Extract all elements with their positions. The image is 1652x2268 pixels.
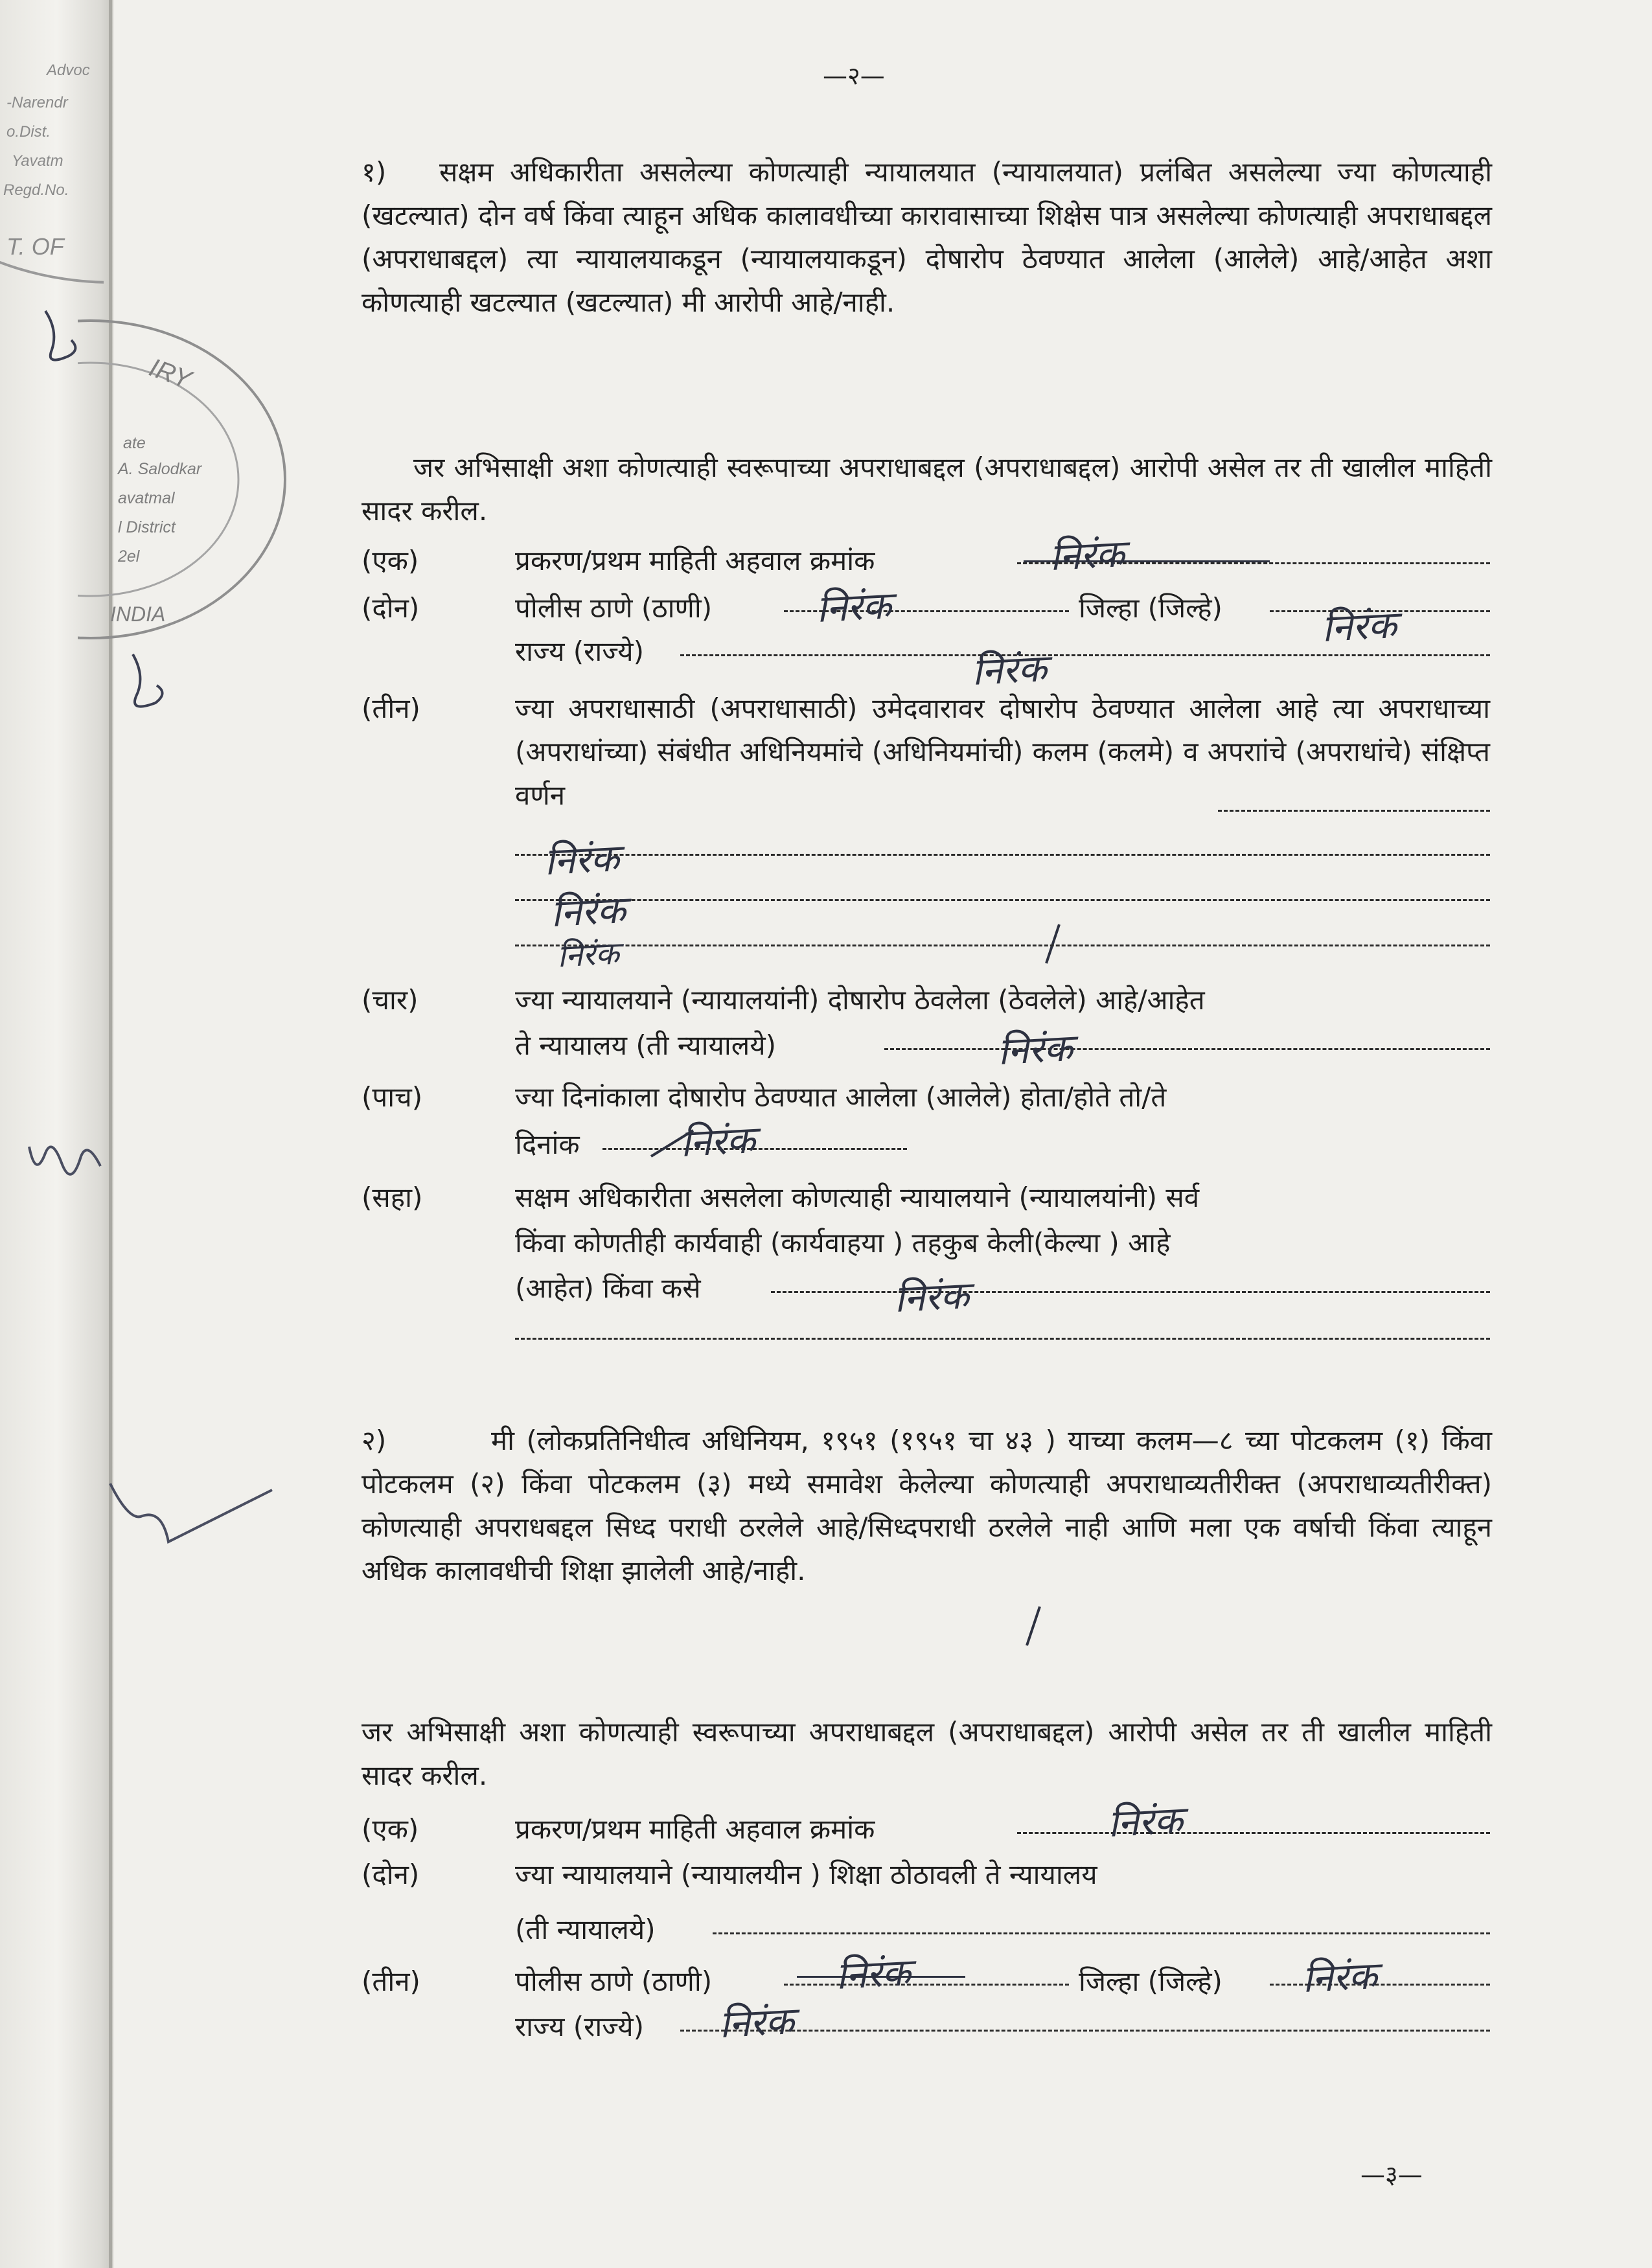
- margin-pen-stroke: [104, 1471, 279, 1574]
- s1-item-3-blank: [1218, 810, 1490, 812]
- strike-mark: [648, 1127, 700, 1160]
- section-2-text: मी (लोकप्रतिनिधीत्व अधिनियम, १९५१ (१९५१ चा ४३ ) याच्या कलम—८ च्या पोटकलम (१) किंवा पोटकलम (२) किंवा पोटकलम (३) मध्ये समावेश केलेल्या कोणत्याही अपराधाव्यतीरीक्त (अपराधाव्यतीरीक्त) कोणत्याही अपराधबद्दल सिध्द पराधी ठरलेले आहे/सिध्दपराधी ठरलेले नाही आणि मला एक वर्षाची किंवा त्याहून अधिक कालावधीची शिक्षा झालेली आहे/नाही.: [361, 1425, 1492, 1586]
- handwritten-nil: निरंक: [1107, 1798, 1184, 1846]
- s1-item-3-label: (तीन): [361, 693, 420, 724]
- stamp-text: o.Dist.: [6, 123, 51, 141]
- handwritten-nil: निरंक: [679, 1117, 757, 1165]
- strike-mark: [1040, 921, 1066, 967]
- s2-item-2-blank: [713, 1932, 1490, 1934]
- s2-item-1-label: (एक): [361, 1813, 419, 1845]
- s2-item-3-blank: [784, 1984, 1069, 1986]
- handwritten-underline: [1024, 560, 1270, 562]
- s1-item-1-text: प्रकरण/प्रथम माहिती अहवाल क्रमांक: [515, 545, 875, 577]
- s1-item-5-line2: दिनांक: [515, 1128, 580, 1160]
- s2-item-1-blank: [1017, 1832, 1490, 1834]
- s1-item-4-line1: ज्या न्यायालयाने (न्यायालयांनी) दोषारोप ठेवलेला (ठेवलेले) आहे/आहेत: [515, 984, 1205, 1016]
- s2-item-3-label: (तीन): [361, 1965, 420, 1997]
- s1-item-6-line1: सक्षम अधिकारीता असलेला कोणत्याही न्यायालयाने (न्यायालयांनी) सर्व: [515, 1182, 1200, 1213]
- page-number-bottom: —३—: [1360, 2160, 1423, 2189]
- seal-text: A. Salodkar: [118, 460, 202, 478]
- handwritten-nil: निरंक: [815, 583, 893, 631]
- seal-text: 2el: [118, 547, 140, 566]
- advocate-stamp-fragment: [0, 0, 104, 285]
- section-2-paragraph: [361, 1419, 1492, 1592]
- s1-item-2-district: जिल्हा (जिल्हे): [1079, 592, 1222, 624]
- seal-text: ate: [123, 434, 146, 452]
- margin-initial-mark: [32, 304, 91, 376]
- section-2-number: २): [361, 1425, 387, 1456]
- stamp-text: Advoc: [47, 62, 90, 79]
- handwritten-nil: निरंक: [1048, 531, 1126, 579]
- s1-item-4-line2: ते न्यायालय (ती न्यायालये): [515, 1029, 776, 1061]
- s2-item-2-line1: ज्या न्यायालयाने (न्यायालयीन ) शिक्षा ठोठावली ते न्यायालय: [515, 1859, 1097, 1890]
- handwritten-nil: निरंक: [1301, 1953, 1379, 2001]
- s1-item-5-line1: ज्या दिनांकाला दोषारोप ठेवण्यात आलेला (आलेले) होता/होते तो/ते: [515, 1081, 1167, 1113]
- section-2-intro: [361, 1710, 1492, 1797]
- s1-item-6-blank: [515, 1338, 1490, 1340]
- stamp-text: T. OF: [6, 233, 64, 260]
- margin-initial-mark: [117, 648, 175, 719]
- seal-text: avatmal: [118, 489, 175, 507]
- s2-item-2-label: (दोन): [361, 1859, 420, 1890]
- section-1-number: १): [361, 156, 387, 188]
- s2-item-3-text: पोलीस ठाणे (ठाणी): [515, 1965, 713, 1997]
- s2-item-3-state-blank: [680, 2030, 1490, 2032]
- handwritten-strike: [797, 1976, 965, 1978]
- handwritten-nil: निरंक: [556, 935, 621, 975]
- stamp-text: Regd.No.: [3, 181, 69, 199]
- stamp-text: -Narendr: [6, 94, 68, 111]
- section-1-intro-text: जर अभिसाक्षी अशा कोणत्याही स्वरूपाच्या अपराधाबद्दल (अपराधाबद्दल) आरोपी असेल तर ती खालील माहिती सादर करील.: [361, 452, 1492, 527]
- handwritten-nil: निरंक: [1320, 602, 1398, 650]
- s1-item-2-state-blank: [680, 654, 1490, 656]
- s1-item-1-label: (एक): [361, 545, 419, 577]
- s1-item-5-label: (पाच): [361, 1081, 423, 1113]
- s1-item-6-label: (सहा): [361, 1182, 423, 1213]
- s2-item-3-district: जिल्हा (जिल्हे): [1079, 1965, 1222, 1997]
- s1-item-4-label: (चार): [361, 984, 419, 1016]
- page-number-top: —२—: [823, 62, 885, 90]
- section-2-intro-text: जर अभिसाक्षी अशा कोणत्याही स्वरूपाच्या अपराधाबद्दल (अपराधाबद्दल) आरोपी असेल तर ती खालील माहिती सादर करील.: [361, 1716, 1492, 1791]
- handwritten-nil: निरंक: [543, 836, 621, 884]
- s1-item-6-line3: (आहेत) किंवा कसे: [515, 1272, 701, 1304]
- seal-ring: [78, 304, 311, 654]
- s1-item-6-line2: किंवा कोणतीही कार्यवाही (कार्यवाहया ) तहकुब केली(केल्या ) आहे: [515, 1227, 1171, 1259]
- seal-text: l District: [118, 518, 176, 536]
- s1-item-3-text-content: ज्या अपराधासाठी (अपराधासाठी) उमेदवारावर दोषारोप ठेवण्यात आलेला आहे त्या अपराधाच्या (अपराधांच्या) संबंधीत अधिनियमांचे (अधिनियमांची) कलम (कलमे) व अपराांचे (अपराधांचे) संक्षिप्त वर्णन: [515, 693, 1490, 811]
- margin-signature-mark: [23, 1127, 113, 1198]
- s1-item-2-state: राज्य (राज्ये): [515, 636, 645, 667]
- handwritten-nil: निरंक: [970, 646, 1048, 694]
- handwritten-nil: निरंक: [549, 888, 627, 935]
- s1-item-3-blank: [515, 899, 1490, 901]
- s1-item-6-blank: [771, 1291, 1490, 1293]
- strike-mark: [1020, 1603, 1046, 1649]
- s1-item-3-blank: [515, 854, 1490, 856]
- section-1-intro: [361, 446, 1492, 533]
- section-1-paragraph: [361, 150, 1492, 324]
- handwritten-nil: निरंक: [718, 1999, 796, 2046]
- s1-item-4-blank: [884, 1048, 1490, 1050]
- s1-item-3-text: [515, 687, 1490, 817]
- s2-item-2-line2: (ती न्यायालये): [515, 1914, 656, 1945]
- s1-item-2-text: पोलीस ठाणे (ठाणी): [515, 592, 713, 624]
- handwritten-nil: निरंक: [893, 1273, 970, 1321]
- s2-item-3-state: राज्य (राज्ये): [515, 2011, 645, 2043]
- s1-item-3-blank: [515, 945, 1490, 946]
- seal-text: IRY: [145, 353, 195, 395]
- notary-seal: [78, 304, 311, 654]
- s2-item-1-text: प्रकरण/प्रथम माहिती अहवाल क्रमांक: [515, 1813, 875, 1845]
- section-1-text: सक्षम अधिकारीता असलेल्या कोणत्याही न्यायालयात (न्यायालयात) प्रलंबित असलेल्या ज्या कोणत्याही (खटल्यात) दोन वर्ष किंवा त्याहून अधिक कालावधीच्या कारावासाच्या शिक्षेस पात्र असलेल्या कोणत्याही अपराधाबद्दल (अपराधाबद्दल) त्या न्यायालयाकडून (न्यायालयाकडून) दोषारोप ठेवण्यात आलेला (आलेले) आहे/आहेत अशा कोणत्याही खटल्यात (खटल्यात) मी आरोपी आहे/नाही.: [361, 156, 1492, 318]
- handwritten-nil: निरंक: [996, 1025, 1074, 1073]
- stamp-text: Yavatm: [12, 152, 63, 170]
- seal-text: INDIA: [110, 602, 166, 626]
- handwritten-nil: निरंक: [834, 1950, 912, 1998]
- s1-item-2-label: (दोन): [361, 592, 420, 624]
